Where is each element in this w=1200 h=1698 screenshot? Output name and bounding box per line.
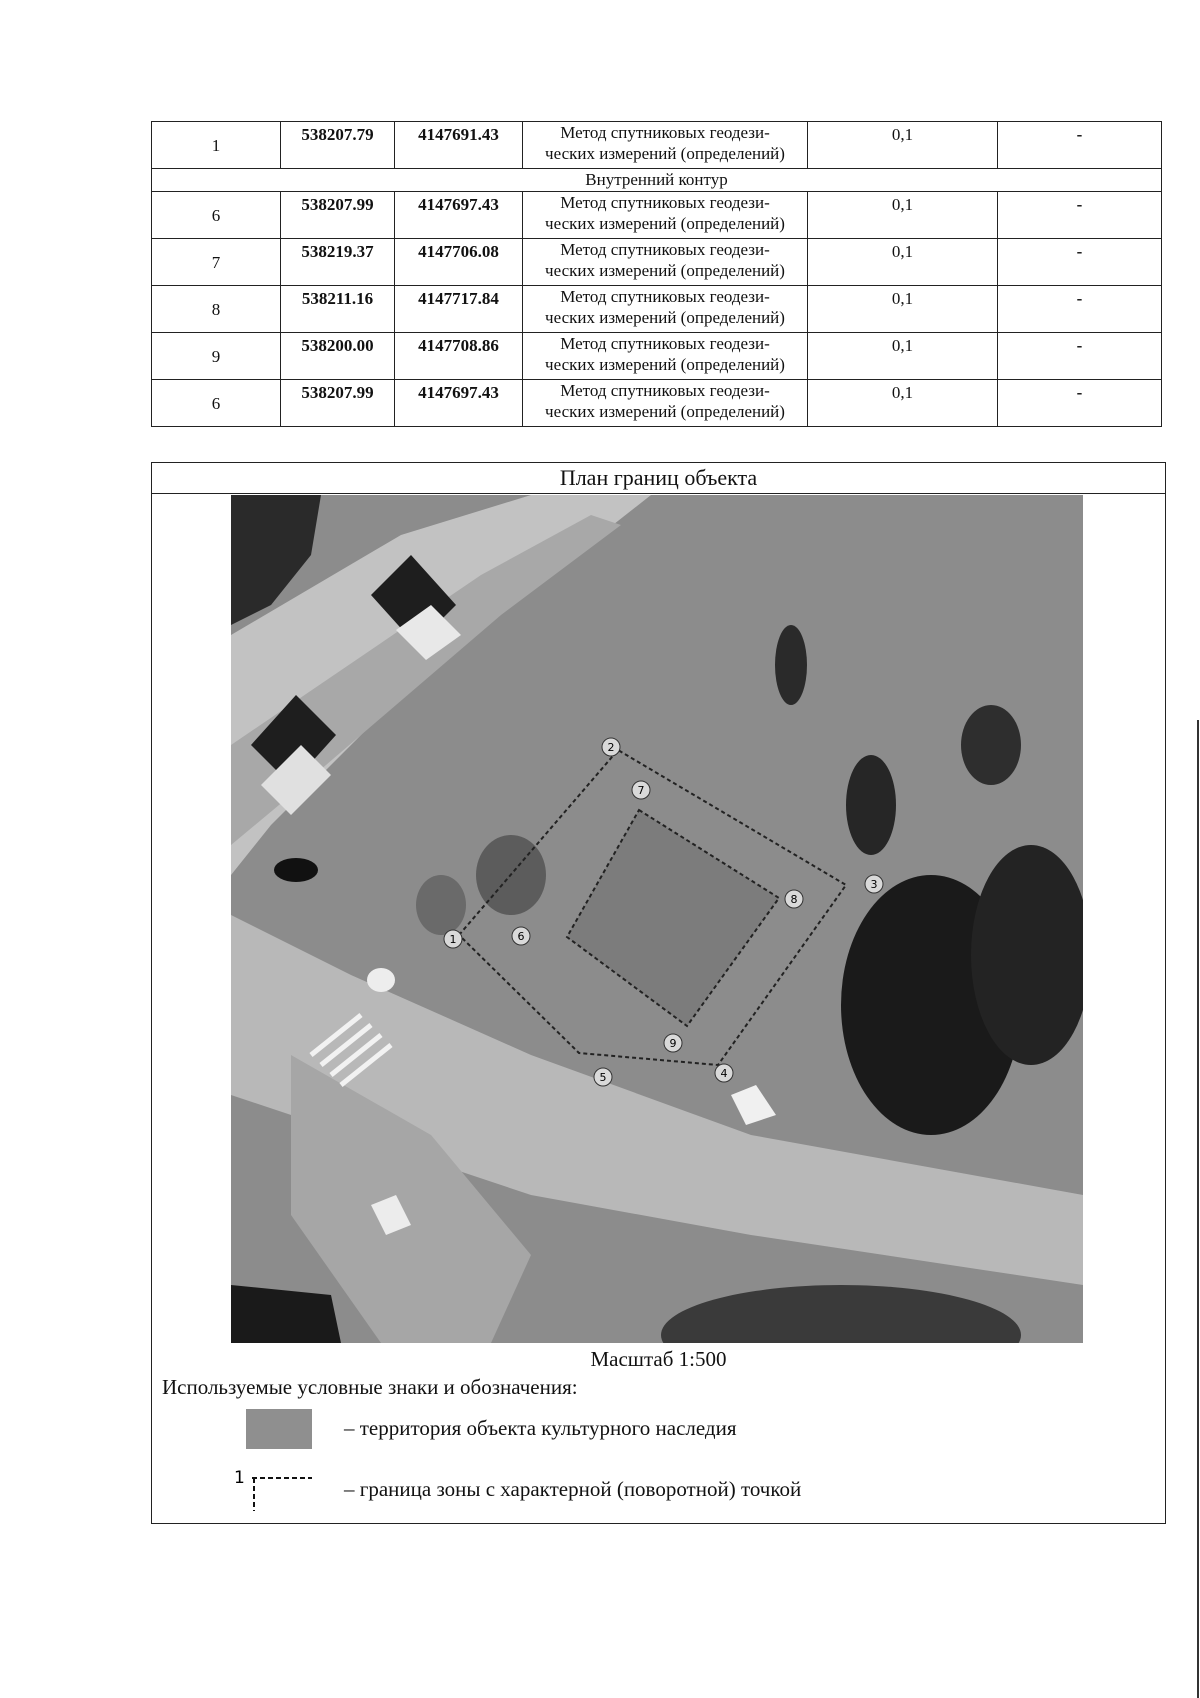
method-cell [523, 333, 808, 380]
method-line-1: Метод спутниковых геодези- [560, 123, 770, 142]
method-line-1: Метод спутниковых геодези- [560, 193, 770, 212]
note-cell: - [998, 192, 1162, 239]
method-cell [523, 380, 808, 427]
note-cell: - [998, 122, 1162, 169]
method-cell [523, 122, 808, 169]
method-cell [523, 192, 808, 239]
boundary-plan [151, 462, 1166, 1524]
method-line-2: ческих измерений (определений) [545, 402, 785, 421]
point-label-5: 5 [599, 1071, 607, 1084]
car [274, 858, 318, 882]
coordinates-table [151, 121, 1162, 427]
tree [416, 875, 466, 935]
point-number: 9 [152, 333, 281, 380]
satellite-map [231, 495, 1083, 1343]
legend-territory-label: – территория объекта культурного наследия [344, 1416, 737, 1440]
tree [961, 705, 1021, 785]
accuracy-cell: 0,1 [808, 286, 998, 333]
note-cell: - [998, 380, 1162, 427]
x-coordinate: 538207.99 [281, 192, 395, 239]
section-row [152, 169, 1162, 192]
point-label-1: 1 [449, 933, 457, 946]
legend-point-number: 1 [234, 1468, 245, 1488]
legend-title: Используемые условные знаки и обозначения: [162, 1375, 578, 1399]
table-row [152, 380, 1162, 427]
x-coordinate: 538200.00 [281, 333, 395, 380]
table-row [152, 122, 1162, 169]
x-coordinate: 538207.99 [281, 380, 395, 427]
accuracy-cell: 0,1 [808, 122, 998, 169]
method-line-2: ческих измерений (определений) [545, 261, 785, 280]
y-coordinate: 4147708.86 [395, 333, 523, 380]
table-row [152, 192, 1162, 239]
point-number: 7 [152, 239, 281, 286]
method-line-2: ческих измерений (определений) [545, 144, 785, 163]
note-cell: - [998, 239, 1162, 286]
x-coordinate: 538219.37 [281, 239, 395, 286]
legend-territory-swatch [246, 1409, 312, 1449]
y-coordinate: 4147706.08 [395, 239, 523, 286]
point-number: 6 [152, 380, 281, 427]
y-coordinate: 4147697.43 [395, 192, 523, 239]
point-number: 8 [152, 286, 281, 333]
note-cell: - [998, 333, 1162, 380]
method-line-1: Метод спутниковых геодези- [560, 240, 770, 259]
method-line-1: Метод спутниковых геодези- [560, 381, 770, 400]
section-title: Внутренний контур [152, 169, 1162, 192]
table-row [152, 286, 1162, 333]
accuracy-cell: 0,1 [808, 239, 998, 286]
method-cell [523, 239, 808, 286]
plan-title: План границ объекта [152, 463, 1165, 494]
map-scale: Масштаб 1:500 [590, 1347, 727, 1371]
y-coordinate: 4147697.43 [395, 380, 523, 427]
point-number: 6 [152, 192, 281, 239]
point-label-4: 4 [720, 1067, 728, 1080]
x-coordinate: 538211.16 [281, 286, 395, 333]
point-label-9: 9 [669, 1037, 677, 1050]
tree [775, 625, 807, 705]
accuracy-cell: 0,1 [808, 192, 998, 239]
accuracy-cell: 0,1 [808, 380, 998, 427]
car [367, 968, 395, 992]
table-row [152, 239, 1162, 286]
method-line-1: Метод спутниковых геодези- [560, 334, 770, 353]
page-edge-line [1197, 720, 1199, 1698]
point-label-8: 8 [790, 893, 798, 906]
method-line-1: Метод спутниковых геодези- [560, 287, 770, 306]
y-coordinate: 4147691.43 [395, 122, 523, 169]
note-cell: - [998, 286, 1162, 333]
y-coordinate: 4147717.84 [395, 286, 523, 333]
point-number: 1 [152, 122, 281, 169]
x-coordinate: 538207.79 [281, 122, 395, 169]
point-label-7: 7 [637, 784, 645, 797]
accuracy-cell: 0,1 [808, 333, 998, 380]
point-label-6: 6 [517, 930, 525, 943]
method-cell [523, 286, 808, 333]
method-line-2: ческих измерений (определений) [545, 308, 785, 327]
tree [846, 755, 896, 855]
point-label-3: 3 [870, 878, 878, 891]
method-line-2: ческих измерений (определений) [545, 355, 785, 374]
method-line-2: ческих измерений (определений) [545, 214, 785, 233]
table-row [152, 333, 1162, 380]
legend-boundary-symbol [234, 1467, 324, 1513]
point-label-2: 2 [607, 741, 615, 754]
legend-boundary-label: – граница зоны с характерной (поворотной) точкой [344, 1477, 802, 1501]
